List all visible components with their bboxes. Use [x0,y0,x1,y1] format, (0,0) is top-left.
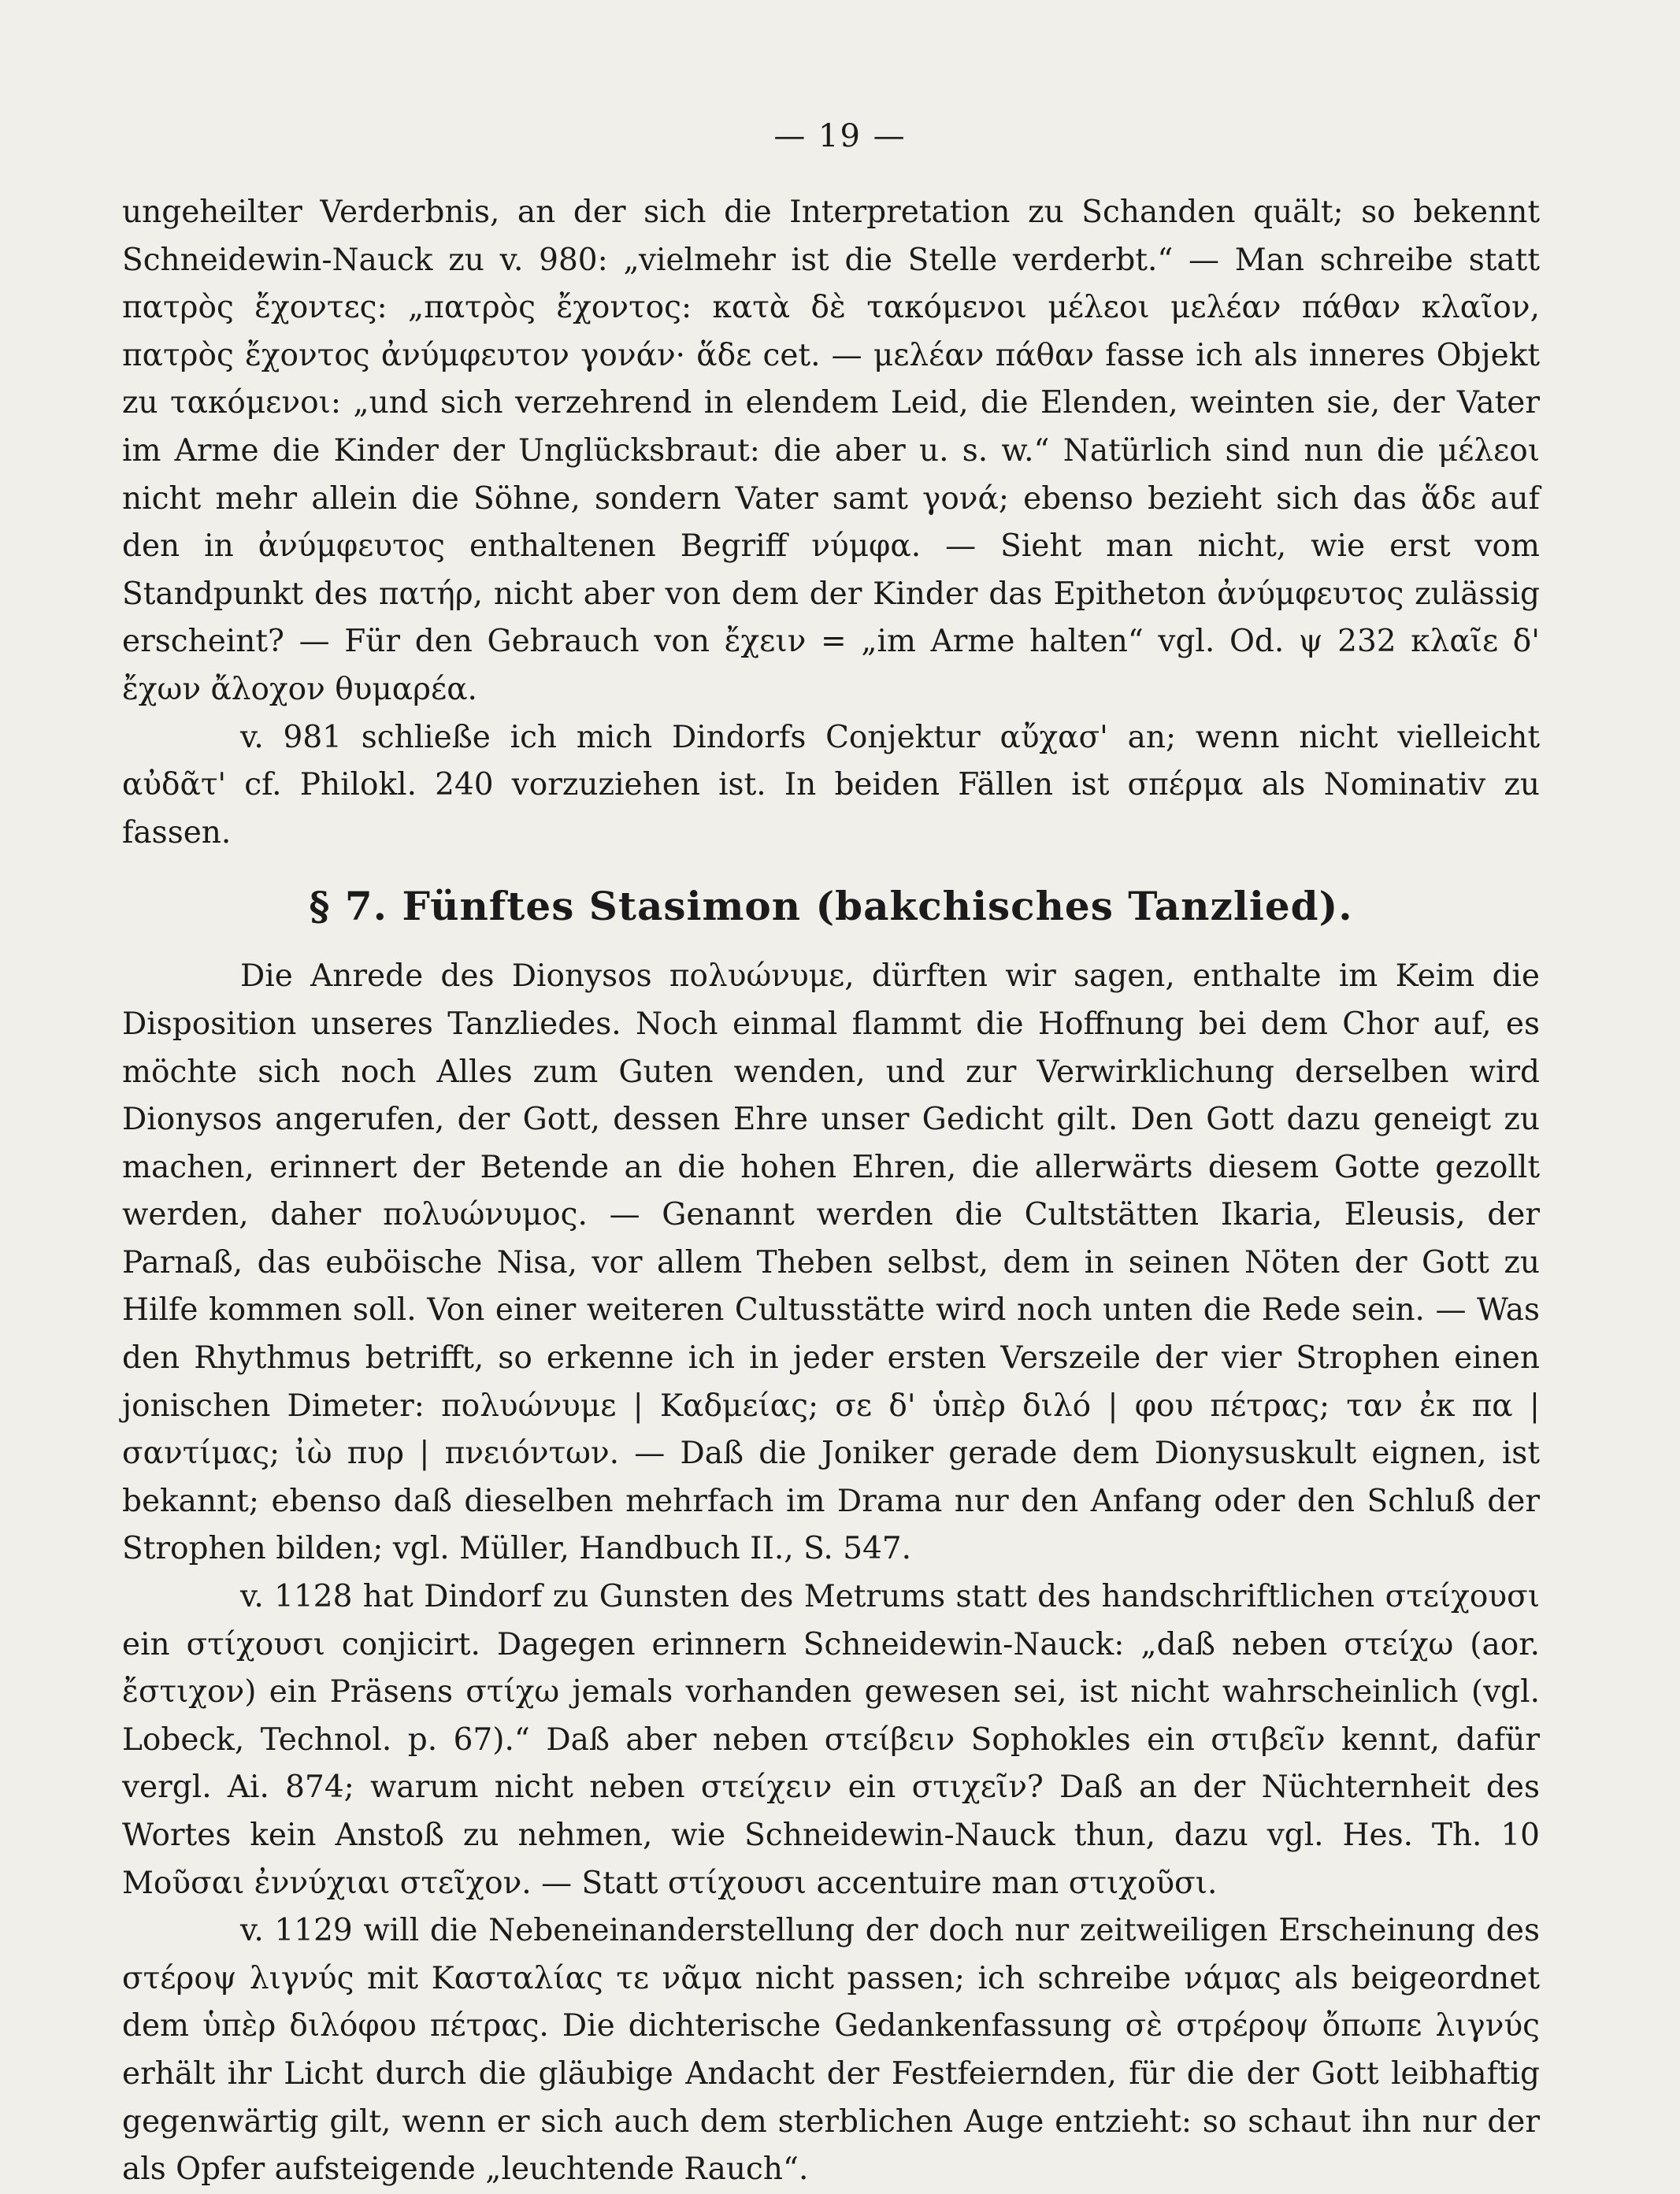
section-heading: § 7. Fünftes Stasimon (bakchisches Tanzlied). [309,883,1353,930]
paragraph-anrede: Die Anrede des Dionysos πολυώνυμε, dürften wir sagen, enthalte im Keim die Disposition unseres Tanzliedes. Noch einmal flammt die Hoffnung bei dem Chor auf, es möchte sich noch Alles zum Guten wenden, und zur Verwirklichung derselben wird Dionysos angerufen, der Gott, dessen Ehre unser Gedicht gilt. Den Gott dazu geneigt zu machen, erinnert der Betende an die hohen Ehren, die allerwärts diesem Gotte gezollt werden, daher πολυώνυμος. — Genannt werden die Cultstätten Ikaria, Eleusis, der Parnaß, das euböische Nisa, vor allem Theben selbst, dem in seinen Nöten der Gott zu Hilfe kommen soll. Von einer weiteren Cultusstätte wird noch unten die Rede sein. — Was den Rhythmus betrifft, so erkenne ich in jeder ersten Verszeile der vier Strophen einen jonischen Dimeter: πολυώνυμε | Καδμείας; σε δ' ὑπὲρ διλό | φου πέτρας; ταν ἐκ πα | σαντίμας; ἰὼ πυρ | πνειόντων. — Daß die Joniker gerade dem Dionysuskult eignen, ist bekannt; ebenso daß dieselben mehrfach im Drama nur den Anfang oder den Schluß der Strophen bilden; vgl. Müller, Handbuch II., S. 547. [122,958,1540,1567]
paragraph-v1129: v. 1129 will die Nebeneinanderstellung der doch nur zeitweiligen Erscheinung des στέροψ λιγνύς mit Κασταλίας τε νᾶμα nicht passen; ich schreibe νάμας als beigeordnet dem ὑπὲρ διλόφου πέτρας. Die dichterische Gedankenfassung σὲ στρέροψ ὄπωπε λιγνύς erhält ihr Licht durch die gläubige Andacht der Festfeiernden, für die der Gott leibhaftig gegenwärtig gilt, wenn er sich auch dem sterblichen Auge entzieht: so schaut ihn nur der als Opfer aufsteigende „leuchtende Rauch“. [122,1913,1540,2188]
paragraph-continuation: ungeheilter Verderbnis, an der sich die Interpretation zu Schanden quält; so bekennt Schneidewin-Nauck zu v. 980: „vielmehr ist die Stelle verderbt.“ — Man schreibe statt πατρὸς ἔχοντες: „πατρὸς ἔχοντος: κατὰ δὲ τακόμενοι μέλεοι μελέαν πάθαν κλαῖον, πατρὸς ἔχοντος ἀνύμφευτον γονάν· ἅδε cet. — μελέαν πάθαν fasse ich als inneres Objekt zu τακόμενοι: „und sich verzehrend in elendem Leid, die Elenden, weinten sie, der Vater im Arme die Kinder der Unglücksbraut: die aber u. s. w.“ Natürlich sind nun die μέλεοι nicht mehr allein die Söhne, sondern Vater samt γονά; ebenso bezieht sich das ἅδε auf den in ἀνύμφευτος enthaltenen Begriff νύμφα. — Sieht man nicht, wie erst vom Standpunkt des πατήρ, nicht aber von dem der Kinder das Epitheton ἀνύμφευτος zulässig erscheint? — Für den Gebrauch von ἔχειν = „im Arme halten“ vgl. Od. ψ 232 κλαῖε δ' ἔχων ἄλοχον θυμαρέα. [122,195,1540,707]
body-text [122,189,1540,2194]
page-number: — 19 — [773,118,907,154]
paragraph-v1128: v. 1128 hat Dindorf zu Gunsten des Metrums statt des handschriftlichen στείχουσι ein στίχουσι conjicirt. Dagegen erinnern Schneidewin-Nauck: „daß neben στείχω (aor. ἔστιχον) ein Präsens στίχω jemals vorhanden gewesen sei, ist nicht wahrscheinlich (vgl. Lobeck, Technol. p. 67).“ Daß aber neben στείβειν Sophokles ein στιβεῖν kennt, dafür vergl. Ai. 874; warum nicht neben στείχειν ein στιχεῖν? Daß an der Nüchternheit des Wortes kein Anstoß zu nehmen, wie Schneidewin-Nauck thun, dazu vgl. Hes. Th. 10 Μοῦσαι ἐννύχιαι στεῖχον. — Statt στίχουσι accentuire man στιχοῦσι. [122,1579,1540,1901]
paragraph-v981: v. 981 schließe ich mich Dindorfs Conjektur αὔχασ' an; wenn nicht vielleicht αὐδᾶτ' cf. Philokl. 240 vorzuziehen ist. In beiden Fällen ist σπέρμα als Nominativ zu fassen. [122,719,1540,851]
